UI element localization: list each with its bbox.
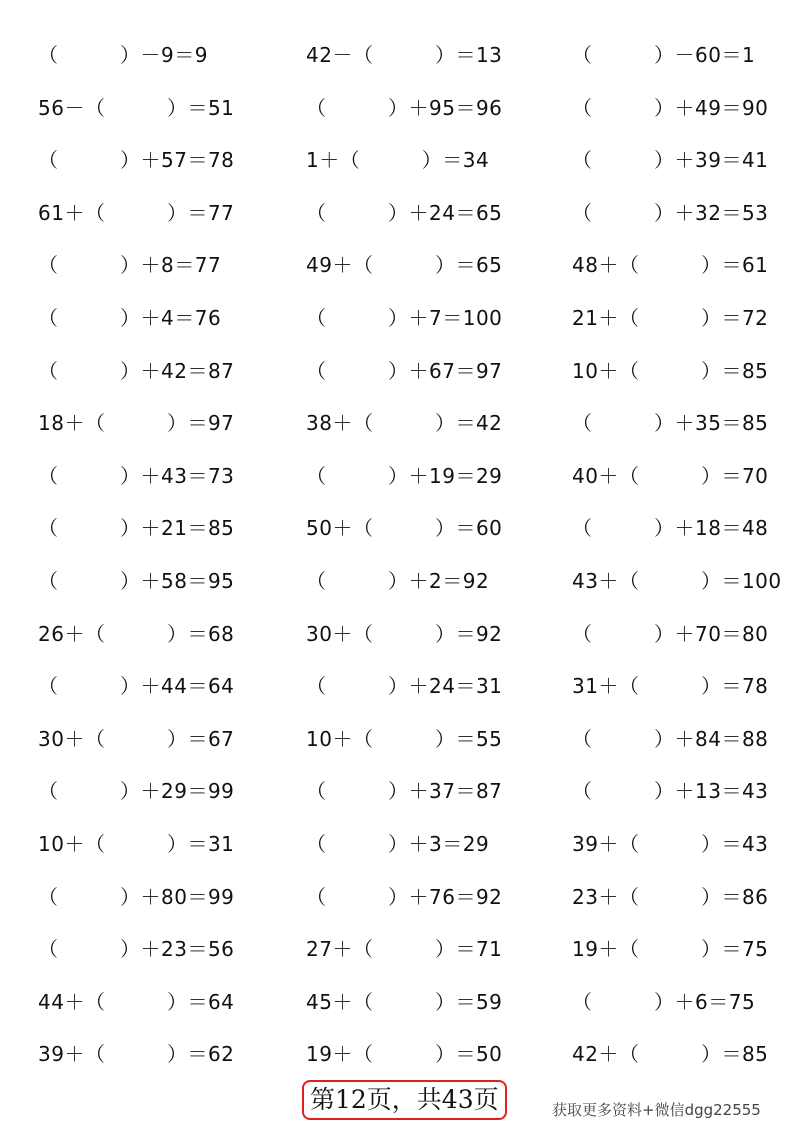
exercise-row: [0, 400, 800, 453]
exercise-row: [0, 505, 800, 558]
equation: 49＋（ ）＝65: [306, 253, 503, 278]
equation: 10＋（ ）＝85: [572, 358, 769, 383]
exercise-row: [0, 716, 800, 769]
watermark-text: 获取更多资料+微信dgg22555: [552, 1101, 761, 1119]
exercise-row: [0, 295, 800, 348]
exercise-row: [0, 821, 800, 874]
exercise-row: [0, 768, 800, 821]
equation: （ ）＋58＝95: [38, 568, 235, 593]
equation: 21＋（ ）＝72: [572, 305, 769, 330]
exercise-row: [0, 979, 800, 1032]
equation: （ ）＋57＝78: [38, 148, 235, 173]
equation: 40＋（ ）＝70: [572, 463, 769, 488]
equation: 27＋（ ）＝71: [306, 937, 503, 962]
equation: （ ）＋8＝77: [38, 253, 222, 278]
exercise-row: [0, 190, 800, 243]
equation: 61＋（ ）＝77: [38, 200, 235, 225]
equation: 45＋（ ）＝59: [306, 989, 503, 1014]
equation: （ ）＋35＝85: [572, 411, 769, 436]
equation: （ ）＋39＝41: [572, 148, 769, 173]
equation: （ ）＋49＝90: [572, 95, 769, 120]
exercise-row: [0, 926, 800, 979]
exercise-row: [0, 558, 800, 611]
exercise-row: [0, 663, 800, 716]
equation: （ ）＋44＝64: [38, 674, 235, 699]
equation: 30＋（ ）＝67: [38, 726, 235, 751]
equation: 19＋（ ）＝50: [306, 1042, 503, 1067]
equation: 31＋（ ）＝78: [572, 674, 769, 699]
equation: （ ）－60＝1: [572, 43, 756, 67]
equation: （ ）＋67＝97: [306, 358, 503, 383]
equation: 38＋（ ）＝42: [306, 411, 503, 436]
equation: 19＋（ ）＝75: [572, 937, 769, 962]
equation: 44＋（ ）＝64: [38, 989, 235, 1014]
equation: （ ）＋32＝53: [572, 200, 769, 225]
equation: （ ）＋13＝43: [572, 779, 769, 804]
equation: （ ）＋37＝87: [306, 779, 503, 804]
exercise-grid: [0, 32, 800, 1084]
equation: （ ）＋24＝31: [306, 674, 503, 699]
equation: （ ）＋24＝65: [306, 200, 503, 225]
equation: 50＋（ ）＝60: [306, 516, 503, 541]
equation: （ ）＋7＝100: [306, 305, 503, 330]
equation: 56－（ ）＝51: [38, 95, 235, 120]
exercise-row: [0, 85, 800, 138]
equation: （ ）＋70＝80: [572, 621, 769, 646]
equation: 39＋（ ）＝43: [572, 831, 769, 856]
equation: 42－（ ）＝13: [306, 43, 503, 67]
equation: （ ）＋29＝99: [38, 779, 235, 804]
equation: （ ）＋76＝92: [306, 884, 503, 909]
equation: 10＋（ ）＝55: [306, 726, 503, 751]
equation: （ ）＋80＝99: [38, 884, 235, 909]
page-number-label: 第12页，共43页: [302, 1080, 507, 1120]
exercise-row: [0, 611, 800, 664]
equation: （ ）＋19＝29: [306, 463, 503, 488]
equation: 10＋（ ）＝31: [38, 831, 235, 856]
equation: 1＋（ ）＝34: [306, 148, 490, 173]
equation: （ ）＋18＝48: [572, 516, 769, 541]
equation: （ ）＋43＝73: [38, 463, 235, 488]
equation: （ ）＋23＝56: [38, 937, 235, 962]
exercise-row: [0, 137, 800, 190]
equation: 23＋（ ）＝86: [572, 884, 769, 909]
equation: 30＋（ ）＝92: [306, 621, 503, 646]
equation: （ ）＋3＝29: [306, 831, 490, 856]
equation: （ ）＋4＝76: [38, 305, 222, 330]
equation: （ ）＋95＝96: [306, 95, 503, 120]
equation: 26＋（ ）＝68: [38, 621, 235, 646]
equation: （ ）＋84＝88: [572, 726, 769, 751]
equation: 43＋（ ）＝100: [572, 568, 782, 593]
exercise-row: [0, 1031, 800, 1084]
equation: （ ）＋21＝85: [38, 516, 235, 541]
equation: 42＋（ ）＝85: [572, 1042, 769, 1067]
equation: 48＋（ ）＝61: [572, 253, 769, 278]
equation: 39＋（ ）＝62: [38, 1042, 235, 1067]
equation: （ ）－9＝9: [38, 43, 208, 67]
equation: （ ）＋2＝92: [306, 568, 490, 593]
equation: （ ）＋42＝87: [38, 358, 235, 383]
exercise-row: [0, 32, 800, 85]
equation: 18＋（ ）＝97: [38, 411, 235, 436]
exercise-row: [0, 242, 800, 295]
exercise-row: [0, 348, 800, 401]
exercise-row: [0, 874, 800, 927]
equation: （ ）＋6＝75: [572, 989, 756, 1014]
exercise-row: [0, 453, 800, 506]
